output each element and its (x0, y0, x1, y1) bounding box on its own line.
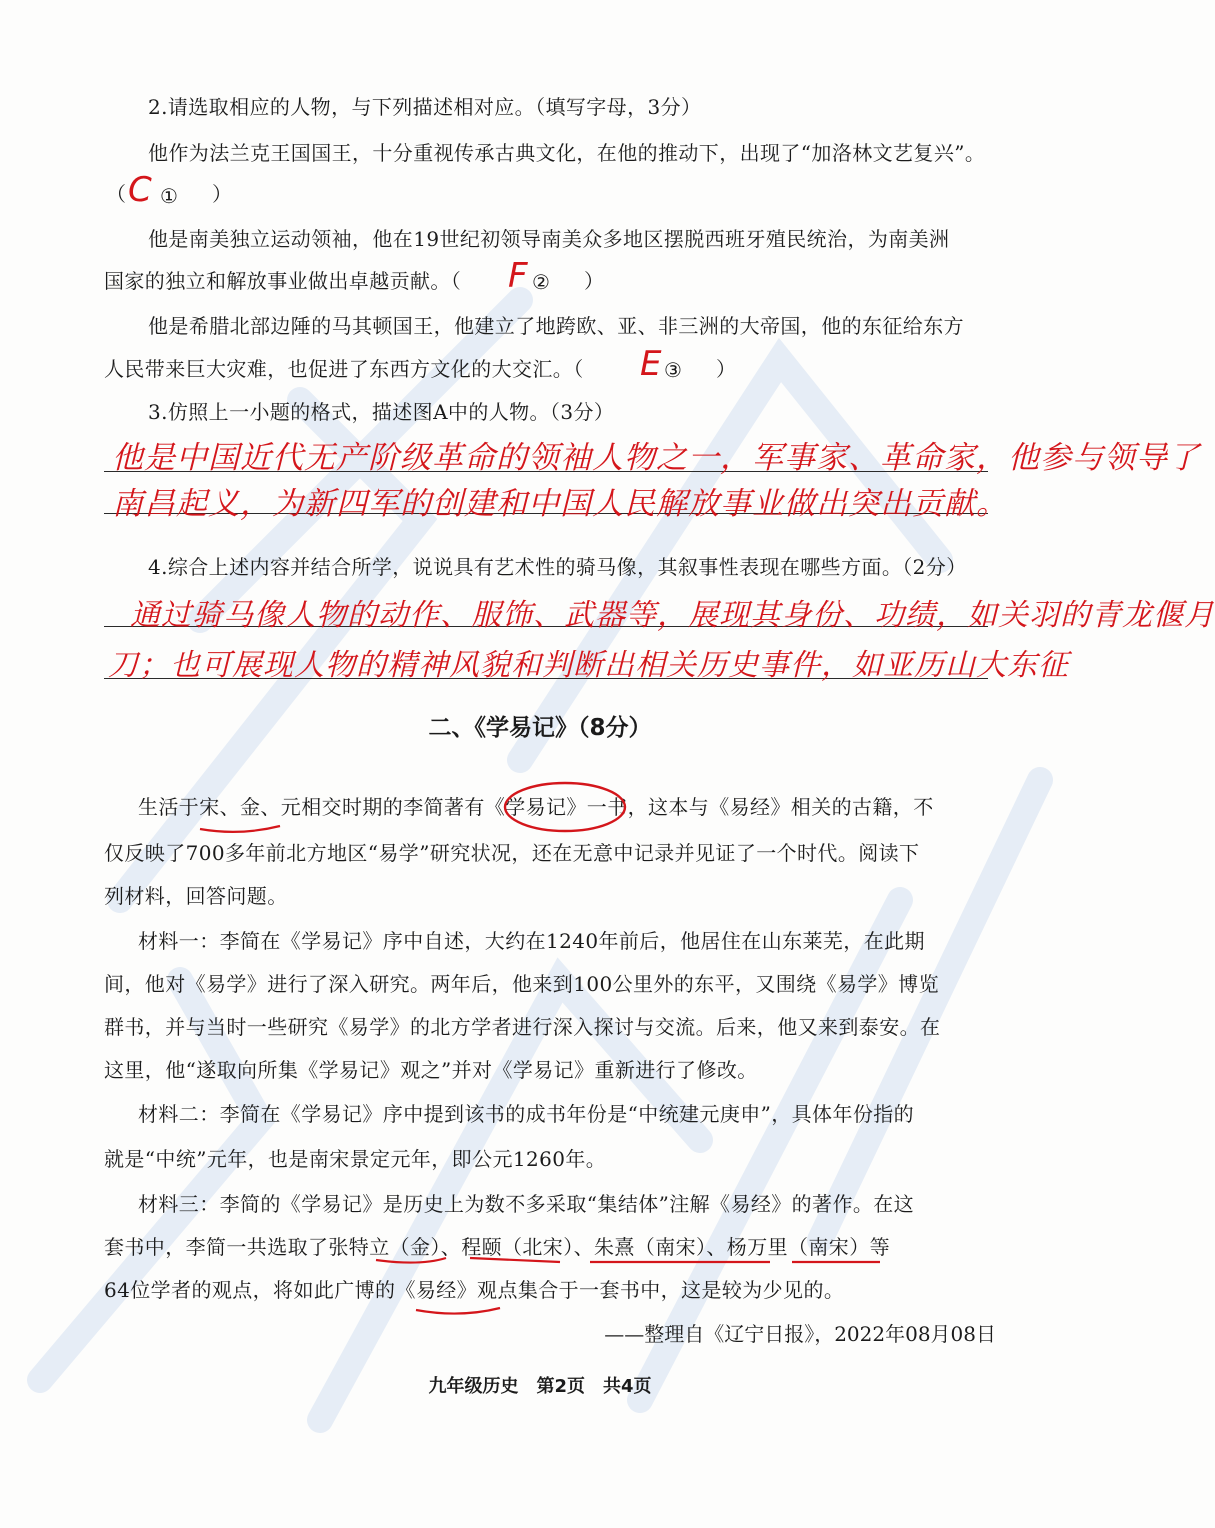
q2-item2-line2: 国家的独立和解放事业做出卓越贡献。（ (104, 269, 462, 293)
q4-prompt: 4.综合上述内容并结合所学，说说具有艺术性的骑马像，其叙事性表现在哪些方面。（2分） (148, 555, 967, 579)
q4-handwritten-answer-line2: 刀；也可展现人物的精神风貌和判断出相关历史事件，如亚历山大东征 (108, 648, 1069, 683)
q2-item3-line1: 他是希腊北部边陲的马其顿国王，他建立了地跨欧、亚、非三洲的大帝国，他的东征给东方 (148, 314, 964, 338)
material1-line3: 群书，并与当时一些研究《易学》的北方学者进行深入探讨与交流。后来，他又来到泰安。在 (104, 1015, 941, 1039)
q2-item3-answer: E (640, 344, 662, 384)
material1-line4: 这里，他“遂取向所集《学易记》观之”并对《学易记》重新进行了修改。 (104, 1058, 758, 1082)
section-title: 二、《学易记》（8分） (428, 715, 652, 741)
q2-item1-number: ① (160, 184, 179, 208)
underline-song-jin (200, 826, 280, 832)
q2-prompt: 2.请选取相应的人物，与下列描述相对应。（填写字母，3分） (148, 95, 702, 119)
q2-item2-number: ② (532, 270, 551, 294)
page-footer: 九年级历史 第2页 共4页 (428, 1376, 652, 1397)
material2-line1: 材料二：李简在《学易记》序中提到该书的成书年份是“中统建元庚申”，具体年份指的 (138, 1102, 915, 1126)
q2-item2-answer: F (508, 256, 528, 296)
material1-line1: 材料一：李简在《学易记》序中自述，大约在1240年前后，他居住在山东莱芜，在此期 (138, 929, 925, 953)
q2-item1-answer: C (128, 170, 152, 210)
material2-line2: 就是“中统”元年，也是南宋景定元年，即公元1260年。 (104, 1147, 607, 1171)
q3-handwritten-answer-line1: 他是中国近代无产阶级革命的领袖人物之一，军事家、革命家，他参与领导了 (112, 440, 1200, 476)
q2-item1-text: 他作为法兰克王国国王，十分重视传承古典文化，在他的推动下，出现了“加洛林文艺复兴”。 (148, 141, 986, 165)
q3-prompt: 3.仿照上一小题的格式，描述图A中的人物。（3分） (148, 400, 615, 424)
material1-line2: 间，他对《易学》进行了深入研究。两年后，他来到100公里外的东平，又围绕《易学》博览 (104, 972, 939, 996)
section2-intro-line1: 生活于宋、金、元相交时期的李简著有《学易记》一书，这本与《易经》相关的古籍，不 (138, 795, 934, 819)
q2-item1-open: （ (106, 182, 127, 206)
q3-handwritten-answer-line2: 南昌起义，为新四军的创建和中国人民解放事业做出突出贡献。 (112, 486, 1008, 522)
q2-item2-close: ） (584, 269, 605, 293)
q2-item3-line2: 人民带来巨大灾难，也促进了东西方文化的大交汇。（ (104, 357, 584, 381)
q2-item2-line1: 他是南美独立运动领袖，他在19世纪初领导南美众多地区摆脱西班牙殖民统治，为南美洲 (148, 227, 950, 251)
section2-intro-line3: 列材料，回答问题。 (104, 884, 288, 908)
underline-yijing (416, 1308, 500, 1314)
q2-item1-close: ） (212, 182, 233, 206)
material3-line2: 套书中，李简一共选取了张特立（金）、程颐（北宋）、朱熹（南宋）、杨万里（南宋）等 (104, 1235, 890, 1259)
source-citation: ——整理自《辽宁日报》，2022年08月08日 (604, 1322, 996, 1346)
material3-line3: 64位学者的观点，将如此广博的《易经》观点集合于一套书中，这是较为少见的。 (104, 1278, 845, 1302)
material3-line1: 材料三：李简的《学易记》是历史上为数不多采取“集结体”注解《易经》的著作。在这 (138, 1192, 915, 1216)
q4-handwritten-answer-line1: 通过骑马像人物的动作、服饰、武器等，展现其身份、功绩，如关羽的青龙偃月 (130, 598, 1215, 633)
q2-item3-close: ） (716, 357, 737, 381)
section2-intro-line2: 仅反映了700多年前北方地区“易学”研究状况，还在无意中记录并见证了一个时代。阅读下 (104, 841, 920, 865)
q2-item3-number: ③ (664, 358, 683, 382)
